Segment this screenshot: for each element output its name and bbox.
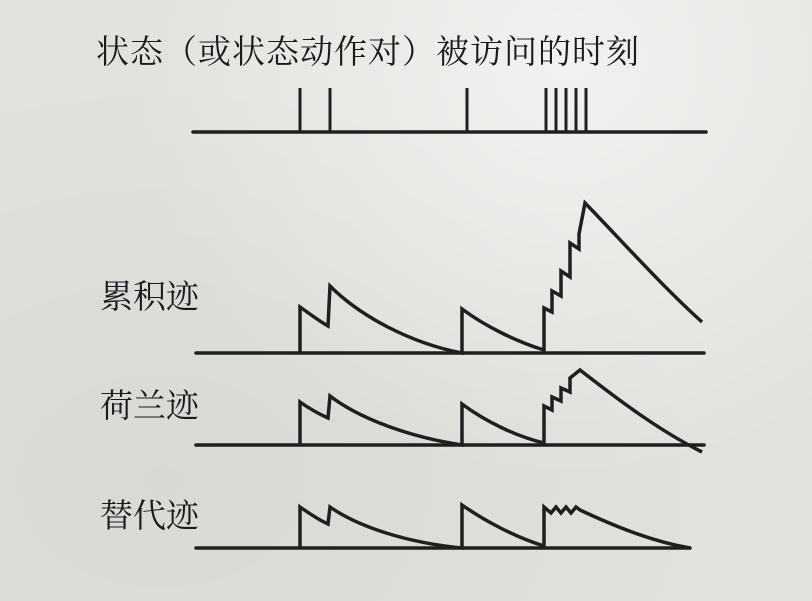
replacing-trace: [196, 505, 690, 548]
diagram-title: 状态（或状态动作对）被访问的时刻: [96, 32, 640, 71]
replacing-trace-curve: [300, 505, 690, 548]
dutch-trace-label: 荷兰迹: [100, 386, 199, 425]
accumulating-trace: [196, 203, 704, 353]
replacing-trace-label: 替代迹: [100, 496, 199, 535]
dutch-trace-curve: [300, 370, 702, 452]
visit-timeline: [193, 88, 706, 132]
accumulating-trace-curve: [300, 203, 702, 353]
dutch-trace: [196, 370, 704, 452]
accumulating-trace-label: 累积迹: [100, 277, 199, 316]
